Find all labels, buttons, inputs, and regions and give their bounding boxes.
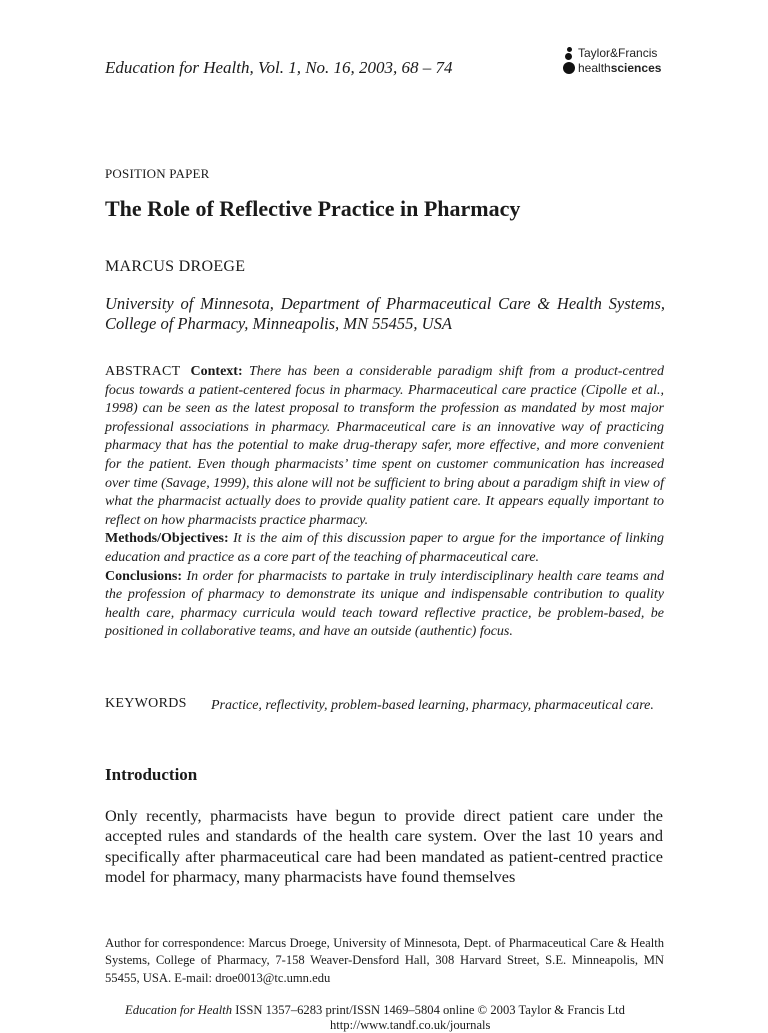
footer-journal-name: Education for Health xyxy=(125,1003,233,1017)
introduction-paragraph: Only recently, pharmacists have begun to provide direct patient care under the accepted rules and standards of the health care system. Over the last 10 years and specifically after pharmaceutical care had been mandated as patient-centred practice model for pharmacy, many pharmacists have found themselves xyxy=(105,806,663,887)
publisher-division: healthsciences xyxy=(578,61,662,75)
abstract xyxy=(105,363,664,642)
conclusions-label: Conclusions: xyxy=(105,568,183,584)
article-title: The Role of Reflective Practice in Pharmacy xyxy=(105,196,521,221)
footer-issn: ISSN 1357–6283 print/ISSN 1469–5804 online © 2003 Taylor & Francis Ltd xyxy=(232,1003,625,1017)
author-name: MARCUS DROEGE xyxy=(105,258,246,275)
footer-url: http://www.tandf.co.uk/journals xyxy=(330,1018,491,1032)
context-text: There has been a considerable paradigm shift from a product-centred focus towards a patient-centered focus in pharmacy. Pharmaceutical care practice (Cipolle et al., 1998) can be seen as the latest proposal to transform the profession as mandated by most major professional associations in pharmacy. Pharmaceutical care is an innovative way of practicing pharmacy that has the potential to make drug-therapy safer, more effective, and more convenient for the patient. Even though pharmacists’ time spent on customer communication has increased over time (Savage, 1999), this alone will not be sufficient to bring about a paradigm shift in view of what the pharmacist actually does to provide quality patient care. It appears equally important to reflect on how pharmacists practice pharmacy. xyxy=(105,364,665,528)
context-label: Context: xyxy=(190,364,243,379)
page-footer xyxy=(125,1003,625,1018)
journal-citation: Education for Health, Vol. 1, No. 16, 2003, 68 – 74 xyxy=(105,58,453,77)
section-label: POSITION PAPER xyxy=(105,166,210,181)
author-affiliation: University of Minnesota, Department of Pharmaceutical Care & Health Systems, College of Pharmacy, Minneapolis, MN 55455, USA xyxy=(105,294,665,333)
correspondence-footnote: Author for correspondence: Marcus Droege, University of Minnesota, Dept. of Pharmaceutical Care & Health Systems, College of Pharmacy, 7-158 Weaver-Densford Hall, 308 Harvard Street, S.E. Minneapolis, MN 55455, USA. E-mail: droe0013@tc.umn.edu xyxy=(105,936,664,985)
abstract-methods xyxy=(105,530,664,567)
methods-text: It is the aim of this discussion paper to argue for the importance of linking education and practice as a core part of the teaching of pharmaceutical care. xyxy=(105,531,665,565)
methods-label: Methods/Objectives: xyxy=(105,531,229,547)
publisher-dots-icon xyxy=(563,46,577,76)
conclusions-text: In order for pharmacists to partake in truly interdisciplinary health care teams and the profession of pharmacy to demonstrate its unique and indispensable contribution to quality health care, pharmacy curricula would teach toward reflective practice, be problem-based, be positioned in collaborative teams, and have an outside (authentic) focus. xyxy=(105,568,665,640)
publisher-logo xyxy=(563,46,673,76)
publisher-name: Taylor&Francis xyxy=(578,46,658,60)
keywords-text: Practice, reflectivity, problem-based learning, pharmacy, pharmaceutical care. xyxy=(211,698,654,713)
keywords-label: KEYWORDS xyxy=(105,696,187,711)
introduction-heading: Introduction xyxy=(105,765,198,784)
abstract-conclusions xyxy=(105,568,664,642)
abstract-label: ABSTRACT xyxy=(105,364,181,379)
abstract-context xyxy=(105,363,664,530)
